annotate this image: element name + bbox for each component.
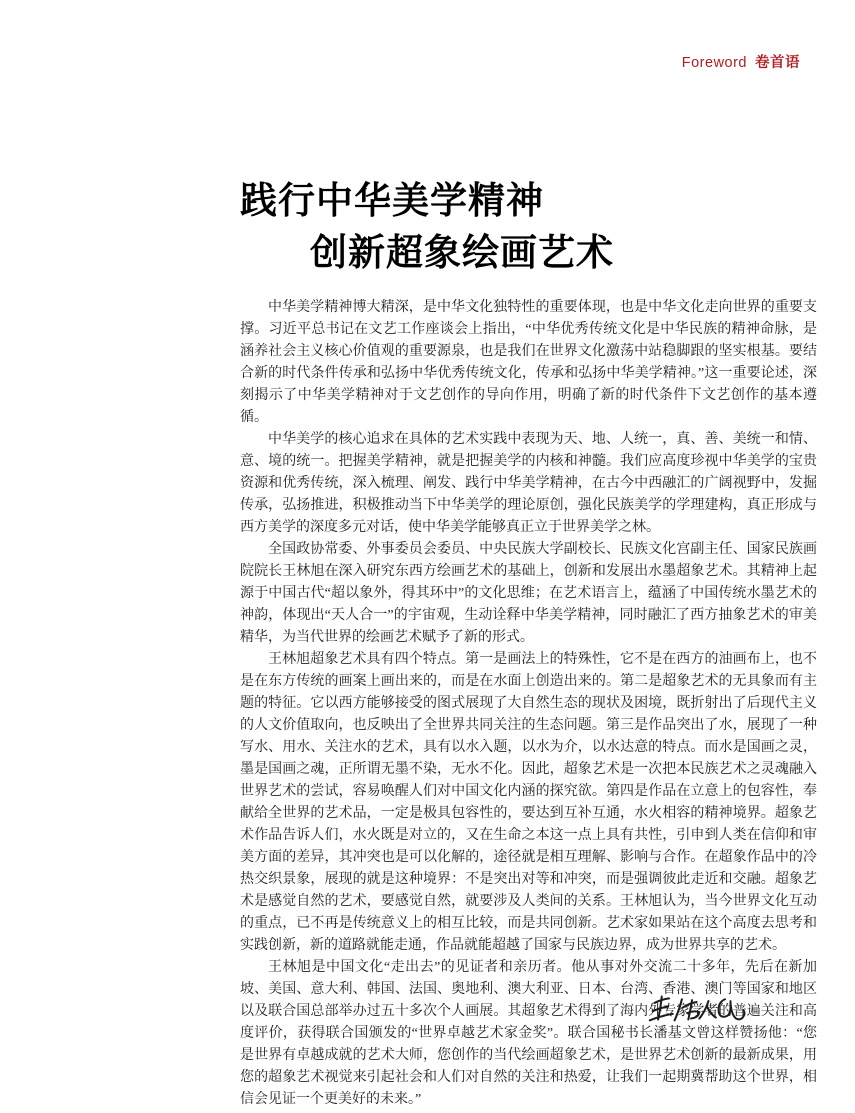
foreword-label-zh: 卷首语 [755, 55, 800, 71]
section-header [682, 51, 800, 72]
foreword-label-en: Foreword [681, 55, 747, 71]
article-title [240, 176, 614, 280]
paragraph-2: 中华美学的核心追求在具体的艺术实践中表现为天、地、人统一，真、善、美统一和情、意、境的统一。把握美学精神，就是把握美学的内核和神髓。我们应高度珍视中华美学的宝贵资源和优秀传统，深入梳理、阐发、践行中华美学精神，在古今中西融汇的广阔视野中，发掘传承，弘扬推进，积极推动当下中华美学的理论原创，强化民族美学的学理建构，真正形成与西方美学的深度多元对话，使中华美学能够真正立于世界美学之林。 [240, 432, 817, 535]
handwritten-signature [648, 988, 758, 1038]
paragraph-5: 王林旭是中国文化“走出去”的见证者和亲历者。他从事对外交流二十多年，先后在新加坡、美国、意大利、韩国、法国、奥地利、澳大利亚、日本、台湾、香港、澳门等国家和地区以及联合国总部举办过五十多次个人画展。其超象艺术得到了海内外专家学者的普遍关注和高度评价，获得联合国颁发的“世界卓越艺术家金奖”。联合国秘书长潘基文曾这样赞扬他：“您是世界有卓越成就的艺术大师，您创作的当代绘画超象艺术，是世界艺术创新的最新成果，用您的超象艺术视觉来引起社会和人们对自然的关注和热爱，让我们一起期冀帮助这个世界，相信会见证一个更美好的未来。” [240, 960, 817, 1107]
paragraph-4: 王林旭超象艺术具有四个特点。第一是画法上的特殊性，它不是在西方的油画布上，也不是在东方传统的画案上画出来的，而是在水面上创造出来的。第二是超象艺术的无具象而有主题的特征。它以西方能够接受的图式展现了大自然生态的现状及困境，既折射出了后现代主义的人文价值取向，也反映出了全世界共同关注的生态问题。第三是作品突出了水，展现了一种写水、用水、关注水的艺术，具有以水入题，以水为介，以水达意的特点。而水是国画之灵，墨是国画之魂，正所谓无墨不染，无水不化。因此，超象艺术是一次把本民族艺术之灵魂融入世界艺术的尝试，容易唤醒人们对中国文化内涵的探究欲。第四是作品在立意上的包容性，奉献给全世界的艺术品，一定是极具包容性的，要达到互补互通，水火相容的精神境界。超象艺术作品告诉人们，水火既是对立的，又在生命之本这一点上具有共性，引申到人类在信仰和审美方面的差异，其冲突也是可以化解的，途径就是相互理解、影响与合作。在超象作品中的冷热交织景象，展现的就是这种境界：不是突出对等和冲突，而是强调彼此走近和交融。超象艺术是感觉自然的艺术，要感觉自然，就要涉及人类间的关系。王林旭认为，当今世界文化互动的重点，已不再是传统意义上的相互比较，而是共同创新。艺术家如果站在这个高度去思考和实践创新，新的道路就能走通，作品就能超越了国家与民族边界，成为世界共享的艺术。 [240, 652, 817, 953]
article-title-line1: 践行中华美学精神 [240, 181, 544, 222]
paragraph-1: 中华美学精神博大精深，是中华文化独特性的重要体现，也是中华文化走向世界的重要支撑。习近平总书记在文艺工作座谈会上指出，“中华优秀传统文化是中华民族的精神命脉，是涵养社会主义核心价值观的重要源泉，也是我们在世界文化激荡中站稳脚跟的坚实根基。要结合新的时代条件传承和弘扬中华优秀传统文化，传承和弘扬中华美学精神。”这一重要论述，深刻揭示了中华美学精神对于文艺创作的导向作用，明确了新的时代条件下文艺创作的基本遵循。 [240, 300, 817, 425]
signature-strokes-icon [648, 988, 758, 1038]
article-title-line2: 创新超象绘画艺术 [310, 233, 614, 274]
paragraph-3: 全国政协常委、外事委员会委员、中央民族大学副校长、民族文化宫副主任、国家民族画院院长王林旭在深入研究东西方绘画艺术的基础上，创新和发展出水墨超象艺术。其精神上起源于中国古代“超以象外，得其环中”的文化思维；在艺术语言上，蕴涵了中国传统水墨艺术的神韵，体现出“天人合一”的宇宙观，生动诠释中华美学精神，同时融汇了西方抽象艺术的审美精华，为当代世界的绘画艺术赋予了新的形式。 [240, 542, 817, 645]
